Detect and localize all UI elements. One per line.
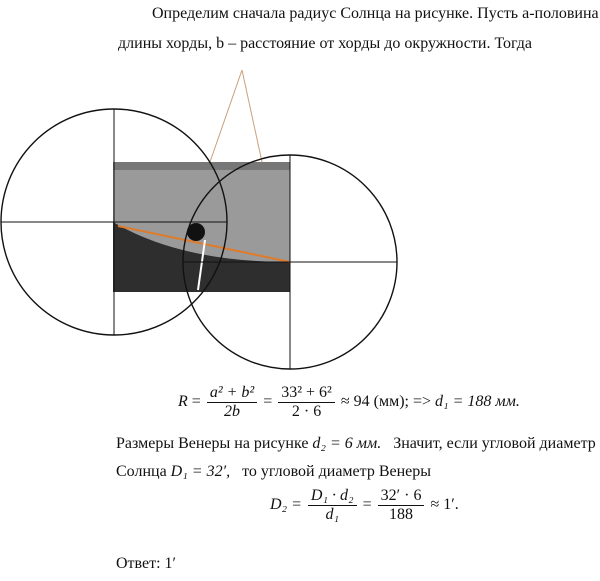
text-line-1: Определим сначала радиус Солнца на рисунке. Пусть a-половина: [152, 5, 599, 22]
equation-radius: R = $\frac{\text{a² + b²}}{2b}$ = $\frac{\text{33² + 6²}}{2 \cdot 6}$ ≈ 94 (мм); => d₁ = 188 мм.: [178, 384, 520, 420]
eq2-result: ≈ 1′.: [430, 496, 459, 514]
triangle-left: [210, 70, 242, 162]
line4-post: то угловой диаметр Венеры: [242, 463, 432, 480]
text-line-4: [116, 462, 600, 482]
eq1-numerator: a² + b²: [207, 384, 257, 403]
eq1-d1: d₁ = 188 мм.: [435, 393, 520, 411]
eq2-num1: D₁ · d₂: [308, 487, 357, 506]
eq1-result: ≈ 94 (мм); =>: [340, 393, 436, 411]
eq1-denominator: 2b: [224, 403, 240, 420]
eq1-R: R: [178, 393, 188, 411]
line4-pre: Солнца: [116, 463, 171, 480]
eq2-D2: D₂ =: [270, 496, 302, 514]
line3-post: Значит, если угловой диаметр: [393, 435, 596, 452]
equation-venus: D₂ = $\frac{\text{D₁ · d₂}}{\text{d₁}}$ = $\frac{32' \cdot 6}{188}$ ≈ 1′.: [270, 487, 459, 523]
eq1-den-values: 2 · 6: [291, 403, 322, 420]
triangle-right: [242, 70, 262, 162]
answer-text: Ответ: 1′: [116, 555, 177, 572]
text-line-3: [116, 434, 600, 454]
text-line-2: длины хорды, b – расстояние от хорды до окружности. Тогда: [118, 35, 533, 52]
line3-d2: d₂ = 6 мм.: [312, 435, 382, 452]
photo-top-strip: [113, 162, 290, 170]
eq2-num2: 32′ · 6: [378, 487, 425, 506]
eq2-den2: 188: [389, 506, 414, 523]
eq1-num-values: 33² + 6²: [278, 384, 335, 403]
line4-D1: D₁ = 32′,: [170, 463, 231, 480]
eq2-den1: d₁: [325, 506, 340, 523]
line3-pre: Размеры Венеры на рисунке: [116, 435, 313, 452]
